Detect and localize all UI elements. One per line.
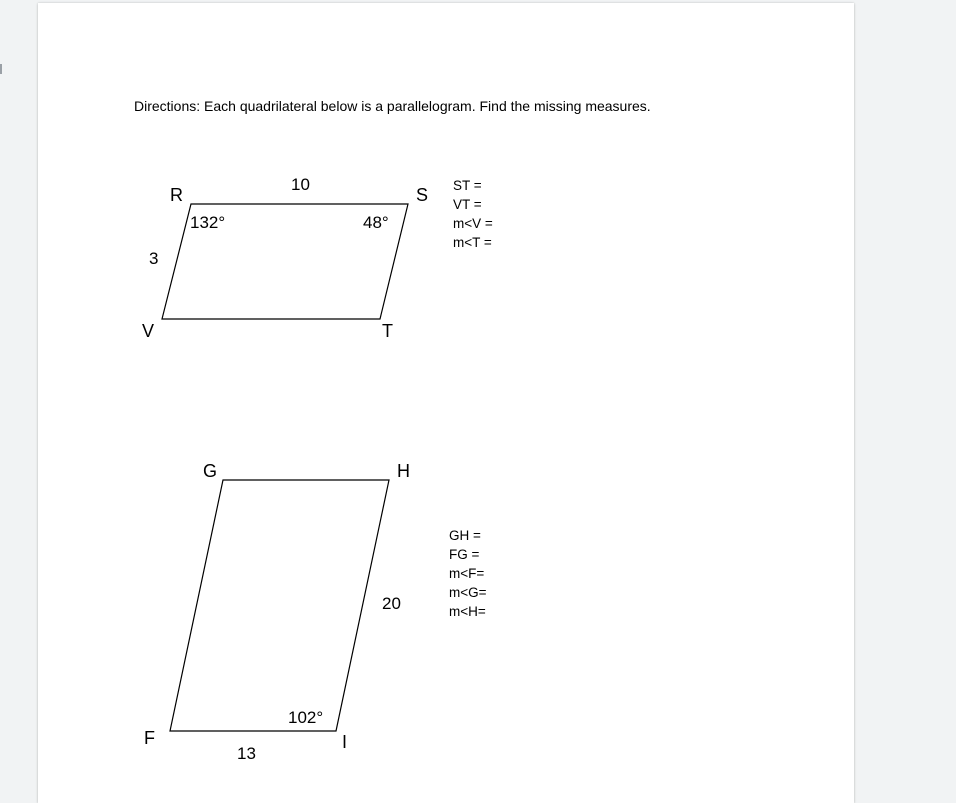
question-angle-h: m<H= — [449, 604, 486, 619]
question-angle-g: m<G= — [449, 585, 487, 600]
figure2-questions — [449, 526, 487, 621]
question-angle-t: m<T = — [453, 235, 492, 250]
question-vt: VT = — [453, 197, 482, 212]
parallelogram-ghif — [38, 3, 854, 803]
vertex-r-label: R — [170, 185, 183, 205]
parallelogram-ghif-shape — [170, 480, 389, 731]
question-st: ST = — [453, 178, 482, 193]
angle-r-label: 132° — [190, 213, 226, 232]
vertex-v-label: V — [142, 321, 155, 341]
question-angle-f: m<F= — [449, 566, 485, 581]
vertex-h-label: H — [397, 461, 410, 481]
side-rv-label: 3 — [149, 249, 159, 268]
directions-text: Directions: Each quadrilateral below is a parallelogram. Find the missing measures. — [134, 98, 651, 114]
side-hi-label: 20 — [382, 594, 401, 613]
vertex-t-label: T — [382, 321, 393, 341]
question-gh: GH = — [449, 528, 481, 543]
question-angle-v: m<V = — [453, 216, 493, 231]
vertex-i-label: I — [342, 732, 348, 752]
angle-i-label: 102° — [288, 708, 324, 727]
angle-s-label: 48° — [363, 213, 389, 232]
question-fg: FG = — [449, 547, 480, 562]
vertex-s-label: S — [416, 185, 429, 205]
document-page — [38, 3, 854, 803]
vertex-g-label: G — [203, 461, 218, 481]
page-edge-mark — [0, 64, 2, 74]
side-rs-label: 10 — [291, 175, 310, 194]
side-fi-label: 13 — [237, 744, 256, 763]
vertex-f-label: F — [144, 728, 155, 748]
